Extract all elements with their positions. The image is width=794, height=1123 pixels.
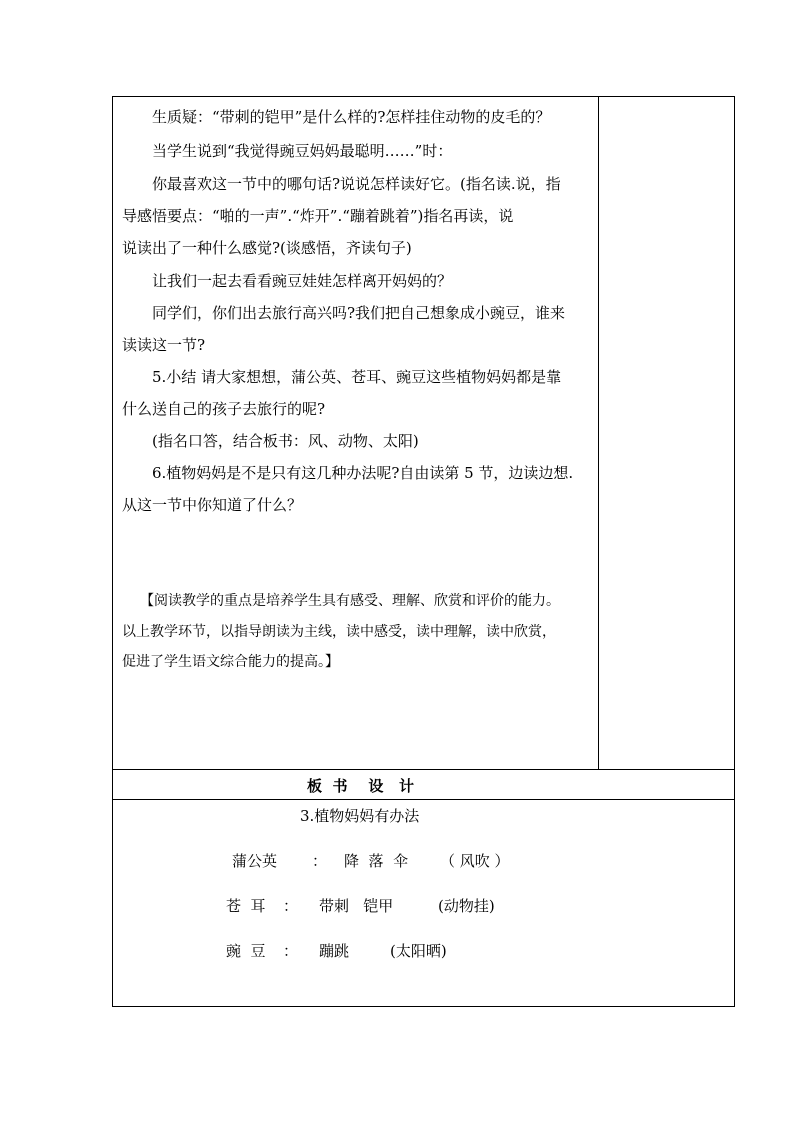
- travel-agent: （ 风吹 ）: [440, 852, 510, 870]
- separator-colon: ：: [283, 942, 299, 960]
- separator-colon: ：: [283, 897, 299, 915]
- notes-column-divider: [598, 96, 599, 769]
- lesson-line: 从这一节中你知道了什么？: [122, 496, 303, 514]
- travel-agent: (太阳晒): [390, 942, 447, 960]
- lesson-line: 生质疑：“带刺的铠甲”是什么样的?怎样挂住动物的皮毛的？: [152, 108, 551, 126]
- board-design-heading: 板 书 设 计: [307, 777, 414, 795]
- plant-name: 苍 耳: [226, 897, 266, 915]
- travel-method: 蹦跳: [319, 942, 350, 960]
- lesson-line: 让我们一起去看看豌豆娃娃怎样离开妈妈的？: [152, 272, 453, 290]
- travel-method: 带刺 铠甲: [319, 897, 394, 915]
- plant-name: 豌 豆: [226, 942, 266, 960]
- board-title: 3.植物妈妈有办法: [300, 807, 420, 825]
- lesson-line: 5.小结 请大家想想，蒲公英、苍耳、豌豆这些植物妈妈都是靠: [152, 368, 562, 386]
- lesson-line: 读读这一节?: [122, 336, 206, 354]
- lesson-line: 什么送自己的孩子去旅行的呢?: [122, 400, 326, 418]
- lesson-line: 导感悟要点：“啪的一声”.“炸开”.“蹦着跳着”)指名再读，说: [122, 207, 514, 225]
- plant-name: 蒲公英: [232, 852, 278, 870]
- lesson-line: (指名口答，结合板书：风、动物、太阳): [152, 432, 419, 450]
- note-line: 以上教学环节，以指导朗读为主线，读中感受，读中理解，读中欣赏，: [122, 624, 556, 640]
- note-line: 【阅读教学的重点是培养学生具有感受、理解、欣赏和评价的能力。: [140, 593, 560, 609]
- travel-agent: (动物挂): [438, 897, 495, 915]
- lesson-line: 你最喜欢这一节中的哪句话?说说怎样读好它。(指名读.说，指: [152, 175, 561, 193]
- section-divider-heading: [112, 799, 735, 800]
- travel-method: 降 落 伞: [344, 852, 409, 870]
- lesson-line: 6.植物妈妈是不是只有这几种办法呢?自由读第 5 节，边读边想.: [152, 464, 574, 482]
- note-line: 促进了学生语文综合能力的提高。】: [122, 654, 339, 670]
- lesson-line: 说读出了一种什么感觉?(谈感悟，齐读句子): [122, 239, 412, 257]
- separator-colon: ：: [312, 852, 328, 870]
- lesson-line: 当学生说到“我觉得豌豆妈妈最聪明……”时：: [152, 142, 453, 160]
- lesson-line: 同学们，你们出去旅行高兴吗?我们把自己想象成小豌豆，谁来: [152, 304, 566, 322]
- section-divider-top: [112, 769, 735, 770]
